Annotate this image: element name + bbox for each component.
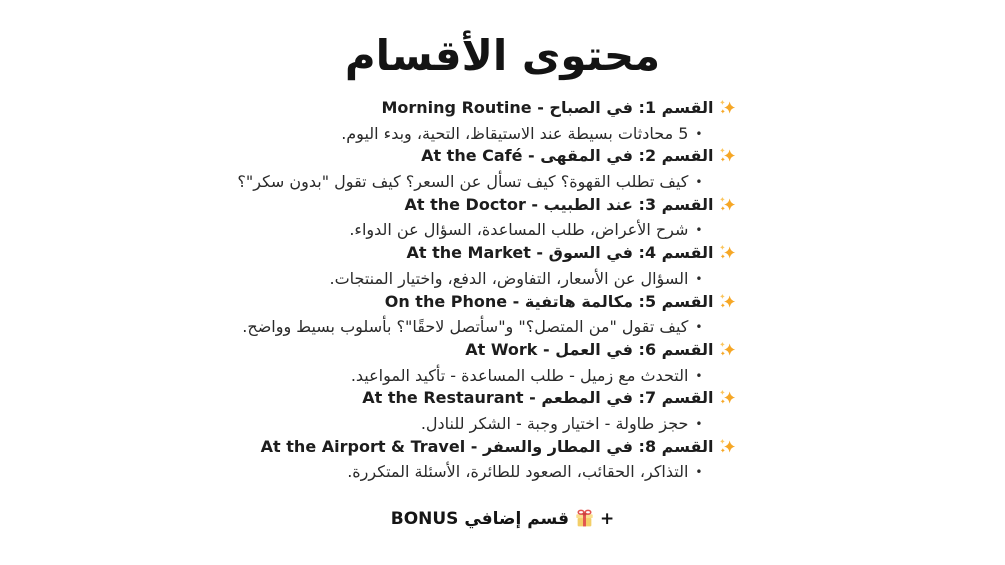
sparkles-icon <box>719 438 736 462</box>
bullet-dot: • <box>695 368 703 383</box>
section-heading-text: القسم 6: في العمل - At Work <box>465 339 714 359</box>
bullet-dot: • <box>695 465 703 480</box>
section-item <box>270 387 736 435</box>
section-item <box>260 436 736 484</box>
bullet-dot: • <box>695 126 703 141</box>
section-heading-row <box>270 194 736 220</box>
section-heading-row <box>270 291 736 317</box>
section-heading-row <box>270 145 736 171</box>
section-heading-text: القسم 1: في الصباح - Morning Routine <box>381 97 714 117</box>
section-heading-text: القسم 4: في السوق - At the Market <box>406 243 714 263</box>
bullet-dot: • <box>695 417 703 432</box>
section-item <box>270 97 736 145</box>
section-heading-row <box>270 97 736 123</box>
sparkles-icon <box>719 196 736 220</box>
section-bullet-text: حجز طاولة - اختيار وجبة - الشكر للنادل. <box>420 414 689 434</box>
section-heading-text: القسم 8: في المطار والسفر - At the Airport & Travel <box>260 436 714 456</box>
section-heading-row <box>270 387 736 413</box>
section-bullet-row <box>237 171 736 194</box>
bonus-line <box>0 509 1005 533</box>
gift-icon <box>575 509 594 533</box>
section-bullet-row <box>242 316 736 339</box>
section-item <box>270 194 736 242</box>
sections-list <box>237 97 736 484</box>
bonus-plus: + <box>600 509 615 530</box>
sparkles-icon <box>719 389 736 413</box>
section-bullet-text: كيف تطلب القهوة؟ كيف تسأل عن السعر؟ كيف تقول "بدون سكر"؟ <box>237 172 689 191</box>
section-item <box>270 339 736 387</box>
section-heading-row <box>270 339 736 365</box>
page-title: محتوى الأقسام <box>344 31 661 80</box>
section-bullet-text: السؤال عن الأسعار، التفاوض، الدفع، واختيار المنتجات. <box>329 268 689 288</box>
section-bullet-row <box>270 461 736 484</box>
section-heading-row <box>270 242 736 268</box>
bullet-dot: • <box>695 320 703 335</box>
sparkles-icon <box>719 341 736 365</box>
section-bullet-text: التذاكر، الحقائب، الصعود للطائرة، الأسئلة المتكررة. <box>347 462 689 482</box>
section-bullet-row <box>270 413 736 436</box>
bullet-dot: • <box>695 271 703 286</box>
section-bullet-row <box>270 365 736 388</box>
section-heading-text: القسم 7: في المطعم - At the Restaurant <box>362 388 714 408</box>
section-bullet-text: شرح الأعراض، طلب المساعدة، السؤال عن الدواء. <box>349 220 689 240</box>
sparkles-icon <box>719 293 736 317</box>
section-item <box>270 242 736 290</box>
section-bullet-text: كيف تقول "من المتصل؟" و"سأتصل لاحقًا"؟ بأسلوب بسيط وواضح. <box>242 317 689 337</box>
sparkles-icon <box>719 99 736 123</box>
bullet-dot: • <box>695 223 703 238</box>
section-bullet-text: 5 محادثات بسيطة عند الاستيقاظ، التحية، وبدء اليوم. <box>341 123 689 143</box>
section-bullet-text: التحدث مع زميل - طلب المساعدة - تأكيد المواعيد. <box>350 365 689 385</box>
sparkles-icon <box>719 147 736 171</box>
section-bullet-row <box>270 268 736 291</box>
section-bullet-row <box>270 219 736 242</box>
bonus-label: قسم إضافي BONUS <box>390 509 569 530</box>
section-heading-text: القسم 5: مكالمة هاتفية - On the Phone <box>384 291 714 311</box>
section-item <box>242 291 736 339</box>
bullet-dot: • <box>695 175 703 189</box>
section-item <box>237 145 736 193</box>
section-heading-text: القسم 2: في المقهى - At the Café <box>421 146 714 166</box>
section-heading-row <box>260 436 736 462</box>
section-bullet-row <box>270 123 736 146</box>
section-heading-text: القسم 3: عند الطبيب - At the Doctor <box>404 194 714 214</box>
sparkles-icon <box>719 244 736 268</box>
